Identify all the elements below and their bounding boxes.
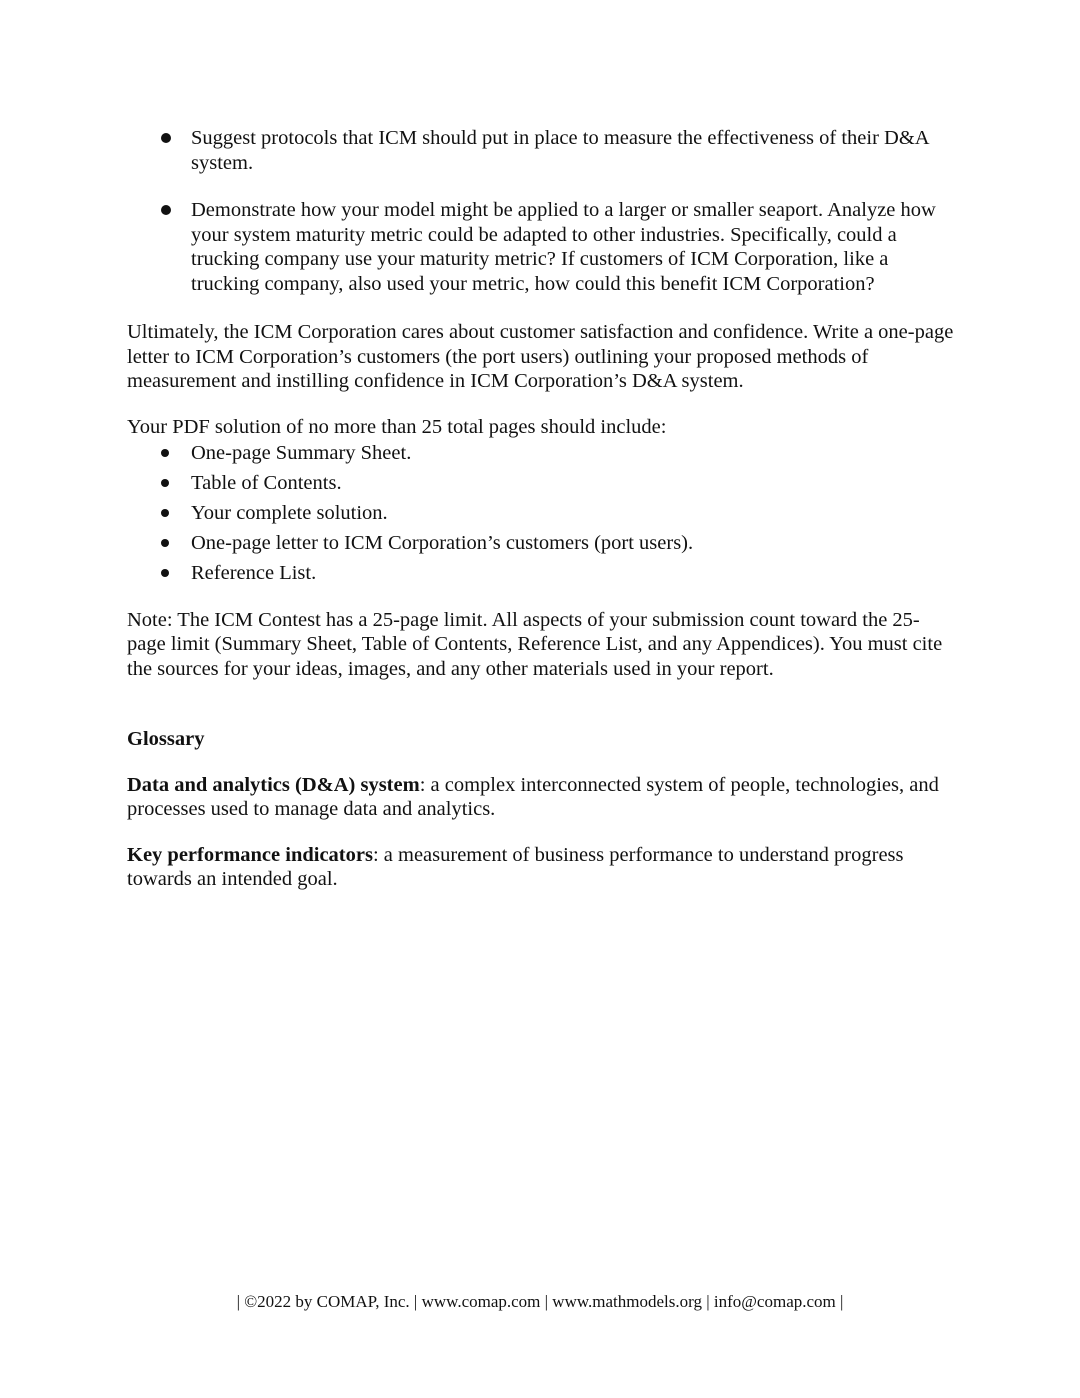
page-content	[127, 126, 957, 913]
bullet-icon	[161, 449, 169, 457]
page-limit-note: Note: The ICM Contest has a 25-page limit. All aspects of your submission count toward the 25-page limit (Summary Sheet, Table of Contents, Reference List, and any Appendices). You must cite the sources for your ideas, images, and any other materials used in your report.	[127, 608, 943, 680]
solution-item-text: One-page Summary Sheet.	[191, 442, 412, 464]
bullet-icon	[161, 133, 171, 143]
glossary-entry	[127, 843, 957, 892]
glossary-definition: : a measurement of business performance to understand progress towards an intended goal.	[127, 843, 904, 890]
task-item	[127, 198, 957, 296]
page-footer: | ©2022 by COMAP, Inc. | www.comap.com | www.mathmodels.org | info@comap.com |	[236, 1292, 844, 1311]
bullet-icon	[161, 205, 171, 215]
task-text: Demonstrate how your model might be applied to a larger or smaller seaport. Analyze how your system maturity metric could be adapted to other industries. Specifically, could a trucking company use your maturity metric? If customers of ICM Corporation, like a trucking company, also used your metric, how could this benefit ICM Corporation?	[191, 199, 936, 295]
bullet-icon	[161, 509, 169, 517]
task-text: Suggest protocols that ICM should put in place to measure the effectiveness of their D&A system.	[191, 127, 929, 174]
glossary-term: Key performance indicators	[127, 843, 373, 866]
task-item	[127, 126, 957, 175]
bullet-icon	[161, 569, 169, 577]
solution-item-text: Reference List.	[191, 562, 317, 584]
bullet-icon	[161, 479, 169, 487]
solution-item	[127, 441, 957, 466]
glossary-term: Data and analytics (D&A) system	[127, 773, 420, 796]
letter-paragraph: Ultimately, the ICM Corporation cares about customer satisfaction and confidence. Write a one-page letter to ICM Corporation’s customers (the port users) outlining your proposed methods of measurement and instilling confidence in ICM Corporation’s D&A system.	[127, 321, 954, 392]
glossary-entry	[127, 773, 957, 822]
solution-item	[127, 531, 957, 556]
bullet-icon	[161, 539, 169, 547]
glossary-heading: Glossary	[127, 728, 205, 750]
task-list	[127, 126, 957, 296]
solution-item-text: Your complete solution.	[191, 502, 388, 524]
solution-list	[127, 441, 957, 586]
solution-item	[127, 471, 957, 496]
solution-item	[127, 561, 957, 586]
solution-item	[127, 501, 957, 526]
solution-item-text: Table of Contents.	[191, 472, 342, 494]
solution-item-text: One-page letter to ICM Corporation’s customers (port users).	[191, 532, 694, 554]
glossary-definition: : a complex interconnected system of people, technologies, and processes used to manage data and analytics.	[127, 773, 939, 820]
solution-intro: Your PDF solution of no more than 25 total pages should include:	[127, 415, 667, 438]
